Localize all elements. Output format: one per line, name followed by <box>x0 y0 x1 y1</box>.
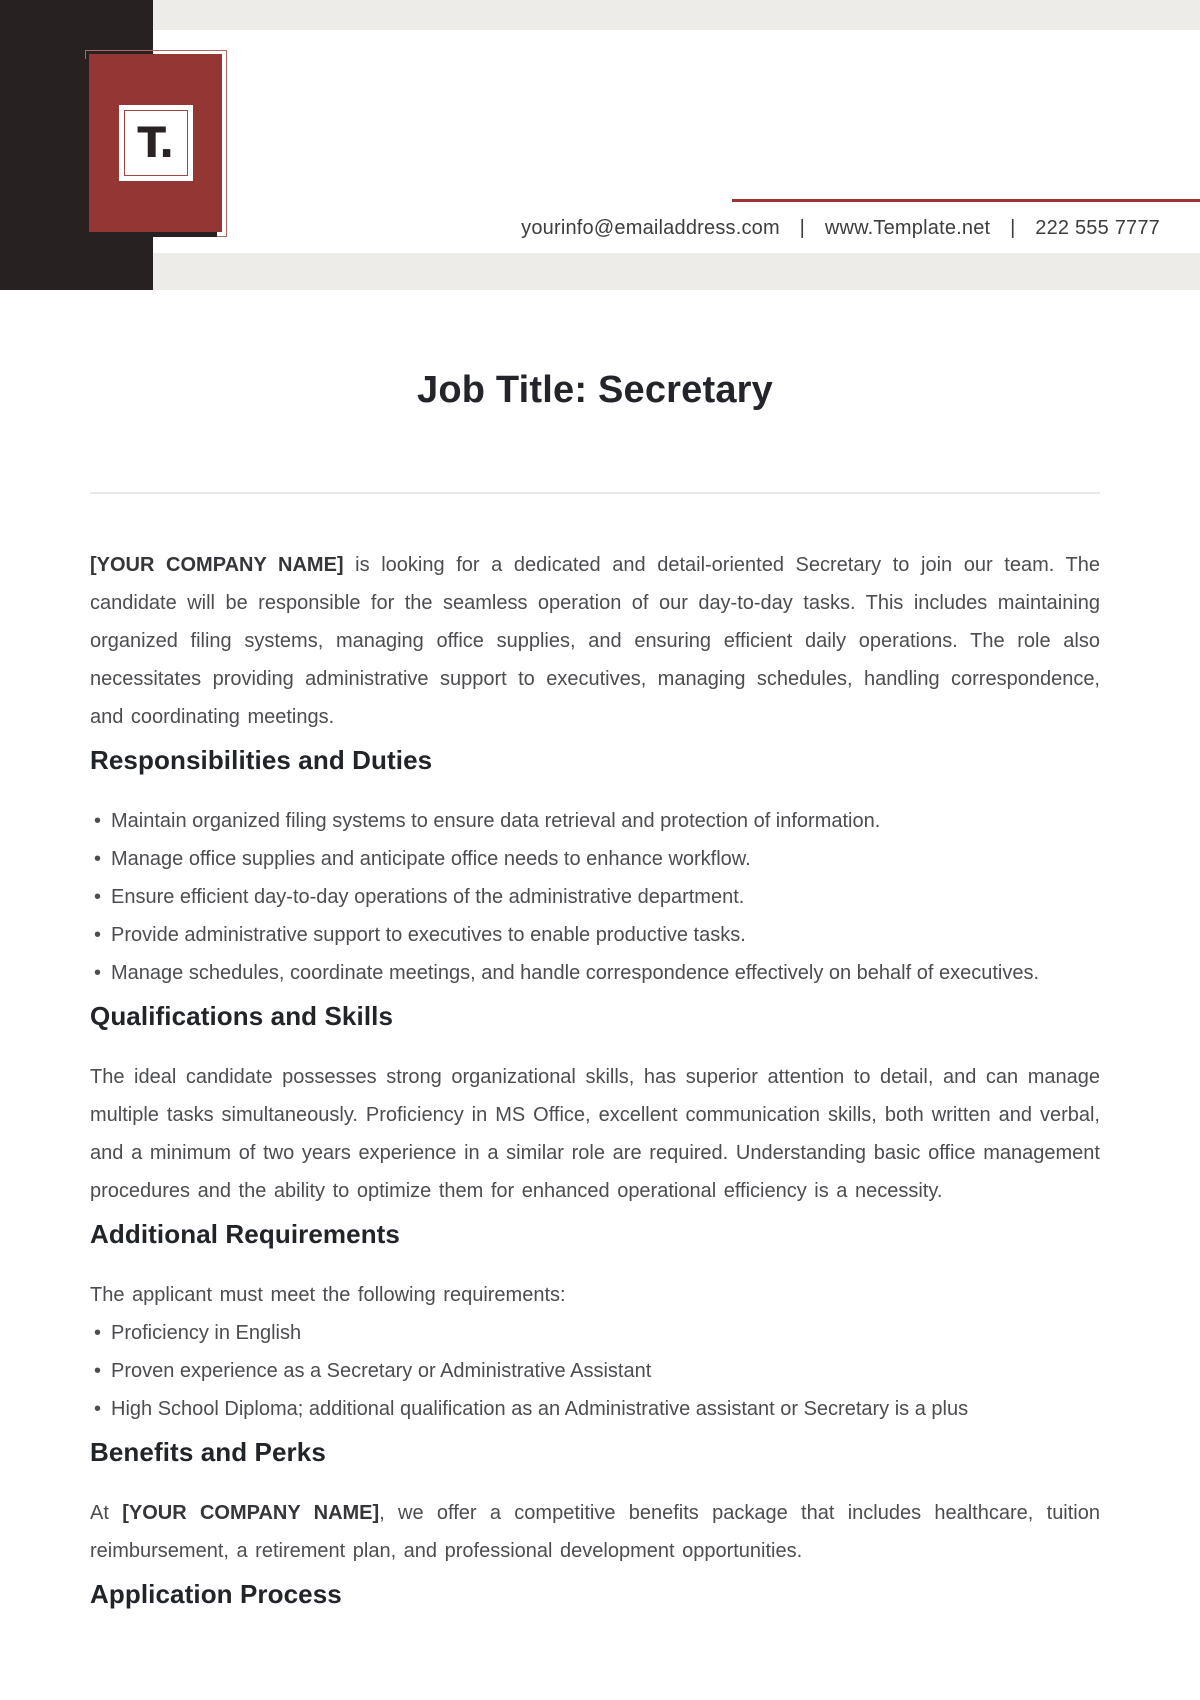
list-item: • Manage office supplies and anticipate office needs to enhance workflow. <box>90 840 1100 878</box>
contact-separator: | <box>799 217 806 239</box>
section-heading-qualifications: Qualifications and Skills <box>90 1001 394 1031</box>
title-divider <box>90 492 1100 494</box>
benefits-paragraph <box>90 1494 1100 1570</box>
requirements-list <box>90 1314 1100 1428</box>
company-name-placeholder: [YOUR COMPANY NAME] <box>122 1502 380 1524</box>
qualifications-paragraph: The ideal candidate possesses strong organizational skills, has superior attention to detail, and can manage multiple tasks simultaneously. Proficiency in MS Office, excellent communication skills, both written and verbal, and a minimum of two years experience in a similar role are required. Understanding basic office management procedures and the ability to optimize them for enhanced operational efficiency is a necessity. <box>90 1066 1100 1202</box>
section-heading-responsibilities: Responsibilities and Duties <box>90 745 433 775</box>
requirements-lead: The applicant must meet the following requirements: <box>90 1284 566 1306</box>
responsibilities-list <box>90 802 1100 992</box>
page-title: Job Title: Secretary <box>416 369 773 411</box>
accent-line <box>732 199 1200 202</box>
logo-inner-box <box>119 105 193 181</box>
list-item: • Ensure efficient day-to-day operations of the administrative department. <box>90 878 1100 916</box>
letterhead <box>0 0 1200 290</box>
contact-separator: | <box>1010 217 1016 239</box>
phone-text: 222 555 7777 <box>1035 217 1160 239</box>
intro-text: is looking for a dedicated and detail-oriented Secretary to join our team. The candidate will be responsible for the seamless operation of our day-to-day tasks. This includes maintaining organized filing systems, managing office supplies, and ensuring efficient daily operations. The role also necessitates providing administrative support to executives, managing schedules, handling correspondence, and coordinating meetings. <box>90 554 1100 728</box>
header-band-bottom <box>0 253 1200 290</box>
section-heading-benefits: Benefits and Perks <box>90 1437 326 1467</box>
list-item: • Proficiency in English <box>90 1314 1100 1352</box>
list-item: • Provide administrative support to executives to enable productive tasks. <box>90 916 1100 954</box>
intro-paragraph <box>90 546 1100 736</box>
benefits-text-after: , we offer a competitive benefits package that includes healthcare, tuition reimbursement, a retirement plan, and professional development opportunities. <box>90 1502 1101 1562</box>
logo-core-border <box>124 110 188 176</box>
list-item: • Proven experience as a Secretary or Administrative Assistant <box>90 1352 1100 1390</box>
template-logo-icon <box>89 54 222 232</box>
company-name-placeholder: [YOUR COMPANY NAME] <box>90 554 344 576</box>
header-band-top <box>0 0 1200 30</box>
section-heading-application-process: Application Process <box>90 1579 342 1609</box>
list-item: • Maintain organized filing systems to ensure data retrieval and protection of information. <box>90 802 1100 840</box>
email-text: yourinfo@emailaddress.com <box>521 217 780 239</box>
section-heading-additional-requirements: Additional Requirements <box>90 1219 400 1249</box>
list-item: • High School Diploma; additional qualification as an Administrative assistant or Secretary is a plus <box>90 1390 1100 1428</box>
document-body <box>0 368 1200 1614</box>
contact-info <box>521 217 1160 240</box>
list-item: • Manage schedules, coordinate meetings, and handle correspondence effectively on behalf of executives. <box>90 954 1100 992</box>
logo-letter: T. <box>137 117 174 167</box>
benefits-text-before: At <box>90 1502 123 1524</box>
website-text: www.Template.net <box>824 217 991 239</box>
